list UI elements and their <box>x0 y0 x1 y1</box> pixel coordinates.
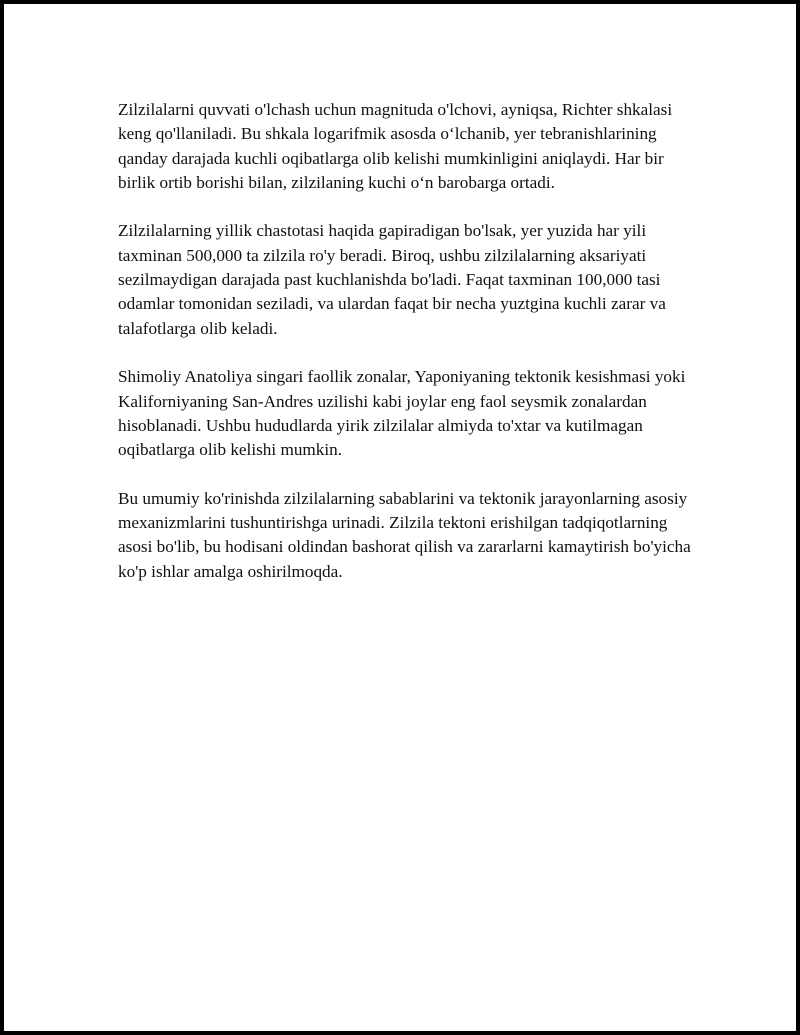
paragraph: Zilzilalarning yillik chastotasi haqida gapiradigan bo'lsak, yer yuzida har yili taxminan 500,000 ta zilzila ro'y beradi. Biroq, ushbu zilzilalarning aksariyati sezilmaydigan darajada past kuchlanishda bo'ladi. Faqat taxminan 100,000 tasi odamlar tomonidan seziladi, va ulardan faqat bir necha yuztgina kuchli zarar va talafotlarga olib keladi. <box>118 221 666 338</box>
paragraph: Shimoliy Anatoliya singari faollik zonalar, Yaponiyaning tektonik kesishmasi yoki Kaliforniyaning San-Andres uzilishi kabi joylar eng faol seysmik zonalardan hisoblanadi. Ushbu hududlarda yirik zilzilalar almiyda to'xtar va kutilmagan oqibatlarga olib kelishi mumkin. <box>118 367 686 460</box>
document-body <box>118 98 698 608</box>
paragraph: Zilzilalarni quvvati o'lchash uchun magnituda o'lchovi, ayniqsa, Richter shkalasi keng qo'llaniladi. Bu shkala logarifmik asosda o‘lchanib, yer tebranishlarining qanday darajada kuchli oqibatlarga olib kelishi mumkinligini aniqlaydi. Har bir birlik ortib borishi bilan, zilzilaning kuchi o‘n barobarga ortadi. <box>118 100 673 192</box>
paragraph: Bu umumiy ko'rinishda zilzilalarning sabablarini va tektonik jarayonlarning asosiy mexanizmlarini tushuntirishga urinadi. Zilzila tektoni erishilgan tadqiqotlarning asosi bo'lib, bu hodisani oldindan bashorat qilish va zararlarni kamaytirish bo'yicha ko'p ishlar amalga oshirilmoqda. <box>118 488 691 581</box>
